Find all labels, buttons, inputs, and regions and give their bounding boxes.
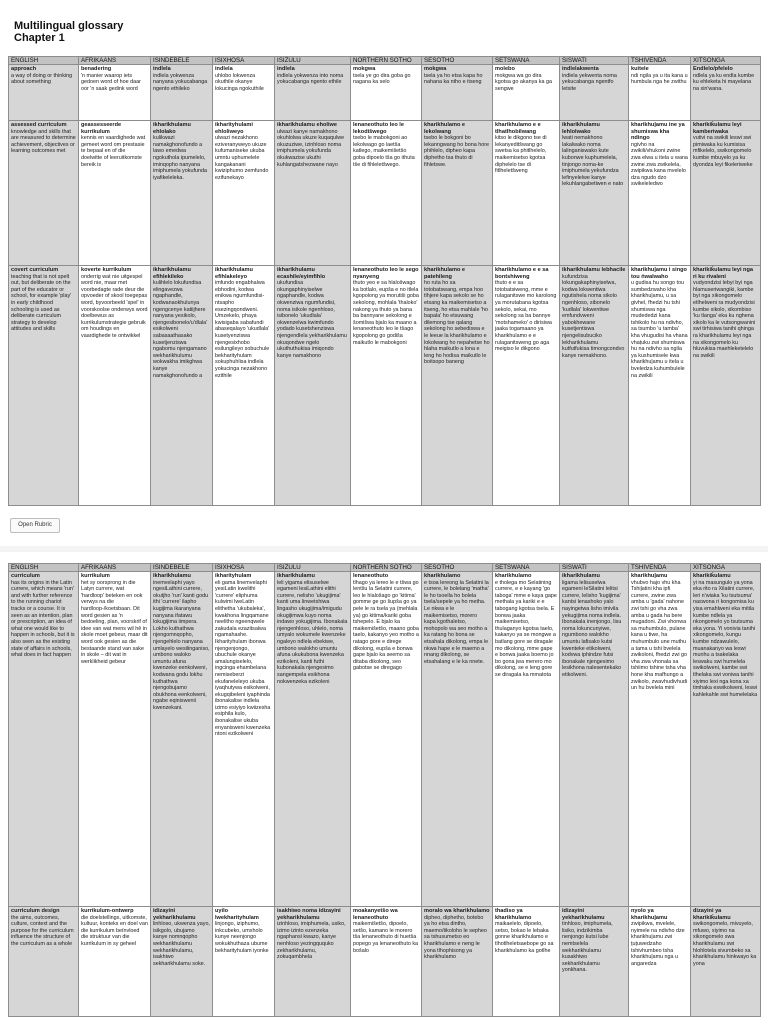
term-label: indlela — [277, 66, 295, 72]
term-definition: uhlobo lokwenza okuthile okanye lokucinga ngokuthile — [215, 72, 264, 92]
term-label: curriculum design — [11, 908, 60, 914]
term-definition: dipheo, diphetho, botebo ya ho etsa dintho, maemo/tikoloho le sepheo sa tshusumetso eo kharikhulamo e neng le yona tlhophisong ya kharikhulamo — [424, 914, 487, 961]
glossary-cell — [691, 65, 761, 121]
term-label: kharikhuḽamu ine ya shumiswa kha ndingo — [631, 122, 685, 142]
term-definition: tlhago ya lereo le e tšwa go lentšu la Selatini currere, leo le hlalošago go 'kitima' gomme ge go šupša go ya pele le ra tsela ya (mehlala ya) go kitima/kariki goba tshepelo. E bjalo ka maikemišetšo, maano goba taelo, kakanyo yeo motho a ratago gore e direge dikolong, eupša e bonwa gape bjalo ka seemo sa ditaba dikolong, seo gabotse se diregago — [353, 579, 419, 672]
term-label: koverte kurrikulum — [81, 267, 132, 273]
term-label: ikharikhulamu lehlolwako — [562, 122, 600, 135]
term-label: Endlelo/pfelelo — [693, 66, 733, 72]
term-label: kharikiḱulamu leyi kamberiwaka — [693, 122, 742, 135]
glossary-cell — [351, 121, 422, 266]
term-label: kharikhulamo e e sa bontshiweng — [495, 267, 549, 280]
column-header: SESOTHO — [422, 564, 493, 572]
term-label: kharikiḱulamu leyi nga ri ku rivaleni — [693, 267, 754, 280]
term-definition: mokgwa wa go dira kgotsa go akanya ka ga sengwe — [495, 72, 552, 92]
glossary-cell — [213, 65, 275, 121]
term-definition: tinhloso, imiphumela, lisiko, indzikimba nenjongo kutsi lube nemtselela wekharikhulamu kusakhiwo sekharikhulamu yonkhana. — [562, 921, 613, 974]
term-definition: has its origins in the Latin currere, which means 'run' and with further reference to the running chariot tracks or a course. It is seen as an intention, plan or prescription, an idea of what one would like to happen in schools, but it is also seen as the existing state of affairs in schools, what does in fact happen — [11, 579, 75, 659]
glossary-cell — [493, 65, 560, 121]
glossary-cell — [275, 907, 351, 1017]
term-label: lenaneothuto leo le sego nyanyeng — [353, 267, 419, 280]
column-header: ISINDEBELE — [151, 564, 213, 572]
term-definition: a way of doing or thinking about something — [11, 72, 73, 86]
term-label: ikharikhulamu ehlolako — [153, 122, 191, 135]
term-definition: vutivi na swikili leswi swi pimiwaka ku kumisisa mfikelelo, swikongomelo kumbe mbuyelo ya ku dyondza leyi fikeleriweke — [693, 135, 753, 168]
term-label: kharikiḱulamu — [693, 573, 731, 579]
glossary-cell — [560, 266, 629, 506]
column-header: SESOTHO — [422, 57, 493, 65]
term-label: lenaneothuto leo le lekodišwego — [353, 122, 404, 135]
glossary-cell — [151, 121, 213, 266]
term-definition: ukufundisa okungaphinyiselwe ngaphandle, kodwa okwenziwa ngumfundisi, noma isikole ngenhloso, isibonelo 'ukudlala' okwenzelwa kwimfundo yodado kusetshenziswa njengendlela yekharikhulamu okuqondwe ngelo ukuthuthukisa imiqondo kanye namakhono — [277, 280, 347, 359]
column-header: TSHIVENDA — [629, 564, 691, 572]
term-label: kharikhuḽamu i singo tou ṅwalwaho — [631, 267, 687, 280]
glossary-cell — [629, 907, 691, 1017]
term-label: assessed curriculum — [11, 122, 67, 128]
term-definition: indlela yekwenta noma yekucabanga ngentfo letsite — [562, 72, 617, 92]
column-header: ISIZULU — [275, 57, 351, 65]
glossary-row — [9, 121, 761, 266]
term-definition: kulihlelo lokufundisa elingavezwa ngaphandle, kodwanaokhulunya ngengcenye katiijhere nanyana yesikolo, njengesibonelo/u'dlala' esikolweni sabasaathasako kusetjenziswa ngabomu njengamano wekharikhulumu wokwakha imikghwa kanye namakghonofundo a — [153, 280, 208, 379]
glossary-cell — [151, 572, 213, 907]
term-definition: thuto e e sa totobatsiweng, mme e rulaganitswe mo karolong ya morutabana kgotsa sekolo, sekai, mo sekolong sa ba bannye 'motshameko' o dirisiwa jaaka togamaano ya kharikhulamo e e rulaganitsweng go aga meigiso le dikgono — [495, 280, 557, 353]
open-rubric-button[interactable]: Open Rubric — [10, 518, 60, 533]
term-label: ikharikhulamu — [153, 573, 191, 579]
term-label: kharikhulamo e patehileng — [424, 267, 466, 280]
term-definition: kufundzisa lokungakaphinyiselwa, kodwa lokwentiwa ngutishela noma sikolo ngenhloso, sibonelo 'kudlala' lokwentiwe emfundvweni yabokhewane kusetjentiswa njengelisubuciko lekharikhulamu kutfutfukisa timongcondvo kanye nemakhono. — [562, 273, 625, 359]
glossary-table-bottom — [8, 563, 761, 1017]
glossary-row — [9, 65, 761, 121]
glossary-cell — [213, 572, 275, 907]
column-header: SISWATI — [560, 57, 629, 65]
term-label: idizayini yekharikhulamu — [153, 908, 196, 921]
header-row — [9, 564, 761, 572]
term-definition: vhubvo hajo vhu kha Tshiḽatini kha ipfi currere, zwine zwa amba u 'gada' nahone zwi tshi go vha zwa amba u gada ha bere mugadoni. Zwi vhonwa sa muhumbulo, pulane kana u tiwe, ha muhumbulo une muthu a tama u tshi bvelela zwikoloni, fhedzi zwi go vha zwa vhonala sa tshiimo tshine tsha vha hone kha mafhungo a zwikolo, zwavhudivhudi un hu bvelela mini — [631, 579, 688, 692]
glossary-row — [9, 907, 761, 1017]
term-label: ikharikhulamu — [562, 573, 600, 579]
term-definition: lwati nemakhono lakalwako noma lalinganiswako kute kubonwe kuphumelela, tinjongo noma-ke imiphumela yekufundza lefinyelelwe kanye lekuhlangabetiwen e nato — [562, 135, 624, 188]
glossary-cell — [560, 65, 629, 121]
glossary-cell — [691, 121, 761, 266]
term-definition: kulikwazi namakghonofundo a lawo emedwa ngokuthola ipumelelo, iminqopho nanyana imiphumela yokufunda iyafikeleleka. — [153, 135, 207, 181]
term-label: kharikhulamo e lekolwang — [424, 122, 466, 135]
term-definition: ngivho na zwikili/vhukoni zwine zwa elwa u itela u wana zwine zwa zwikelela, zwipikwa kana mvelelo dza ngudo dzo swikeleledwo — [631, 141, 688, 188]
glossary-row — [9, 266, 761, 506]
term-label: benadering — [81, 66, 112, 72]
glossary-cell — [213, 121, 275, 266]
glossary-cell — [151, 65, 213, 121]
glossary-cell — [9, 121, 79, 266]
glossary-cell — [493, 907, 560, 1017]
glossary-cell — [213, 907, 275, 1017]
term-label: moralo wa kharikhulamo — [424, 908, 490, 914]
glossary-cell — [351, 572, 422, 907]
term-label: moakanyetšo wa lenaneothuto — [353, 908, 398, 921]
term-label: ikharikhulamu efihlekileko — [153, 267, 191, 280]
glossary-cell — [629, 65, 691, 121]
glossary-cell — [151, 266, 213, 506]
glossary-cell — [351, 907, 422, 1017]
glossary-cell — [560, 121, 629, 266]
term-definition: tsebo le mabokgoni ao lekolwago go laetša katlego, maikemišetšo goba dipoelo tša go ithuta tše di fihleletšwego. — [353, 135, 415, 168]
term-definition: maikemišetšo, dipoelo, setšo, kamano le morero tša lenaneothuto di huetša popego ya lenaneothuto ka bošalo — [353, 921, 419, 954]
column-header: XITSONGA — [691, 564, 761, 572]
column-header: ENGLISH — [9, 564, 79, 572]
glossary-cell — [560, 907, 629, 1017]
term-label: ikharityhulami ehloliweyo — [215, 122, 253, 135]
column-header: NORTHERN SOTHO — [351, 57, 422, 65]
glossary-cell — [629, 572, 691, 907]
term-definition: ho ruta ho sa totobatswang, empa hoo tlhjere kapa sekolo se ho etsang ka maikemisetso a itseng, ho etsa mahlale 'ho bapala' ho etsuwang dilemong tse qalang sekolong ho sebediswa e le leeue la kharikhulamo e lokolwang ho nepahetse ho hlaha maikutlo a lona e leng ho hodisa maikutlo le boitsopo baneng — [424, 280, 490, 366]
term-label: uyilo lwekharityhulam — [215, 908, 259, 921]
glossary-table-top — [8, 56, 761, 506]
glossary-cell — [9, 572, 79, 907]
page-separator — [0, 546, 768, 552]
glossary-cell — [79, 266, 151, 506]
glossary-cell — [422, 572, 493, 907]
term-label: indlela — [153, 66, 171, 72]
term-definition: het sy oorsprong in die Latyn currere, wat 'hardloop' beteken en ook verwys na die hardloop-/koetsbaan. Dit word gesien as 'n bedoeling, plan, voorskrif of idee van wat mens wil hê in skole moet gebeur, maar dit word ook gesien as die bestaande stand van sake in skole – dit wat in werklikheid gebeur — [81, 579, 148, 665]
term-label: molebo — [495, 66, 515, 72]
glossary-cell — [275, 65, 351, 121]
term-label: indlelakwenta — [562, 66, 599, 72]
glossary-cell — [275, 266, 351, 506]
column-header: ISIXHOSA — [213, 57, 275, 65]
term-label: geassesseerde kurrikulum — [81, 122, 122, 135]
term-definition: tsela ya ho etsa kapa ho nahana ka ntho e itseng — [424, 72, 483, 86]
term-definition: inemvelaphi yayo ngesiLathini currere, okutjho 'run' kanti godu ithi 'currere' ilapho kugijima ikaranyana nanyana ifatawu lokugijima iimpera. Lokho kuthathwa njengomnqopho, njengehlelo nanyana umlayelo wesilinganiso, umbono waloko umuntu afuna kwenzeke eenkolweni, kodwana godu lokhu kuthathwa njengobujamo obukhona eenkolweni, ngabe eqiniswenii kwenzekani. — [153, 579, 210, 711]
glossary-cell — [691, 907, 761, 1017]
glossary-cell — [560, 572, 629, 907]
glossary-cell — [691, 266, 761, 506]
term-label: covert curriculum — [11, 267, 59, 273]
title-line-2: Chapter 1 — [14, 32, 65, 44]
term-label: ikharikhulamu ecashile/eyimfihlo — [277, 267, 326, 280]
glossary-cell — [79, 65, 151, 121]
glossary-cell — [213, 266, 275, 506]
glossary-cell — [151, 907, 213, 1017]
glossary-cell — [351, 65, 422, 121]
term-definition: eli gama linemvelaphi yesiLatin kwelithi 'currere' eliphuma kulwimi lweLatin elithetha 'ukubaleka', kwakhona lingqamane neelitho ngeenqwele zakudala ezazitsalwa ngamahashe. Ikharityhulam ibonwa njengenjongo, ubuchule okanye amalungiselelo, ingcinga ehambelana nemiseberzi ekufaneleleyo ukuba iyaqhutywa esikolweni, ekugqibeleni iyaphinda ibonakalise indlela izimo esiyiyo kwiizesha esiphila kulo, ibonakalise ukuba enyanisweni kwenzeka ntoni ezikolweni — [215, 579, 271, 738]
term-definition: e tholega mo Selatining currere, e e kayang 'go taboga' mme e kaya gape methala ya kariki e e tabogang kgotsa tsela. E bonwa jaaka maikemisetso, thulaganyo kgotsa taelo, kakanyo ya se mongwe a batlang gore se diragale mo dikolong, mme gape e bonwa jaaka boemo jo bo gona jwa merero mo dikolong, se e leng gore se diragala ka mmatota — [495, 579, 557, 678]
column-header: TSHIVENDA — [629, 57, 691, 65]
term-definition: ndi ngila ya u ita kana u humbula nga he zwithu — [631, 72, 688, 86]
term-definition: tsela ye go dira goba go nagana ka selo — [353, 72, 411, 86]
term-definition: ligama lelisuselwa egameni leSilatini lelitsi currere, lelisho 'kugijima' kantsi lenashoko yalo nayingetwa lisho imivila yekugijima noma indlela. Ibonakala inenjongo, lisu noma lokuncunyiwe, ngumbono walokho umuntu lafisako kutsi kwenteke etikolweni, kodvwa iphindze futsi ibonakale njengesimo lesikhona nalesentekako etikolweni. — [562, 579, 622, 678]
glossary-cell — [422, 266, 493, 506]
term-definition: maikaelelo, dipoelo, setso, bokao le lebaka gonne kharikhulamo e tlhotlheletsaebope go sa kharikhulamo ka gotlhe — [495, 921, 554, 954]
column-header: SETSWANA — [493, 564, 560, 572]
term-definition: knowledge and skills that are measured to determine achievement, objectives or learning outcomes met — [11, 128, 76, 155]
column-header: AFRIKAANS — [79, 57, 151, 65]
term-label: approach — [11, 66, 37, 72]
term-label: kharikhulamo — [495, 573, 532, 579]
term-definition: kennis en vaardighede wat gemeet word om prestasie te bepaal en of die doelwitte of leeruitkomste bereik is — [81, 135, 146, 168]
column-header: AFRIKAANS — [79, 564, 151, 572]
term-label: ikharikhulamu — [277, 573, 315, 579]
glossary-cell — [629, 121, 691, 266]
term-definition: teaching that is not spelt out, but deliberate on the part of the educator or school, for example 'play' in early childhood schooling is used as deliberate curriculum strategy to develop attitudes and skills — [11, 273, 72, 333]
term-label: ikharikhulamu lebhacile — [562, 267, 626, 273]
term-label: ikharityhulam — [215, 573, 252, 579]
glossary-cell — [422, 121, 493, 266]
term-definition: linhloso, ukwenza yayo, isikgolo, ubujamo kanye nomnqopho wekharikhulamu wekharikhulamu, isakhiwo sekharikhulamu soke. — [153, 921, 210, 967]
column-header: SISWATI — [560, 564, 629, 572]
term-label: lenaneothuto — [353, 573, 389, 579]
glossary-cell — [493, 121, 560, 266]
term-definition: leli yigama elisuselwe egameni lesiLathini elithi currere, nelisho 'ukugijima' kanti uma linwetshiwa lingasho ukugijima/imigudu okugijimwa kuyo noma indawo yokugijima. Ibonakala njengenhloso, uhlelo, noma umyalo wokumele kwenzeke ngaleyo ndlela ebekiwe, umbono walokho umuntu afuna ukukubona kwenzeka ezikoleni, kanti futhi kubonakala njengesimo sangempela esikhona nokwenzeka ezikoleni — [277, 579, 348, 685]
term-definition: imfundo engabhalwa ebhodini, kodwa enikwa ngumfundisi-ntsapho esezingqondweni. Umzekelo, phaya kwisigaba sabafundi abaseqalayo 'ukudlala' kusetyenziswa njengesixhobo esilungileyo sobuchule bekharityhulam sokuphuhlisa indlela yokucinga nezakhono ezithile — [215, 280, 270, 379]
column-header: SETSWANA — [493, 57, 560, 65]
term-label: kuitele — [631, 66, 649, 72]
glossary-cell — [691, 572, 761, 907]
term-definition: the aims, outcomes, culture, context and the purpose for the curriculum influence the structure of the curriculum as a whole — [11, 914, 74, 947]
glossary-cell — [351, 266, 422, 506]
column-header: ENGLISH — [9, 57, 79, 65]
term-definition: 'n manier waarop iets gedoen word of hoe daar oor 'n saak gedink word — [81, 72, 141, 92]
column-header: ISINDEBELE — [151, 57, 213, 65]
term-definition: onderrig wat nie uitgespel word nie, maar met voorbedagte rade deur die opvoeder of skool toegepas word, byvoorbeeld 'spel' in voorskoolse onderwys word doelbewus as kurrikulumstrategie gebruik om houdings en vaardighede te ontwikkel — [81, 273, 148, 339]
term-definition: kitso le dikgono tse di lekanyeditšwang go swetsa ka phitlhelelo, maikemisetso kgotsa diphelelo tse di fitlheletšweng — [495, 135, 547, 175]
header-row — [9, 57, 761, 65]
glossary-cell — [9, 65, 79, 121]
column-header: NORTHERN SOTHO — [351, 564, 422, 572]
term-label: idizayini yekharikhulamu — [562, 908, 605, 921]
term-label: curriculum — [11, 573, 40, 579]
term-definition: swikongomelo, mivuyelo, mfuwo, xiyimo na xikongomelo swa kharikhulamu swi hlohlotela xivumbeko xa kharikhulamu hinkwayo ka yona — [693, 921, 757, 967]
glossary-cell — [79, 121, 151, 266]
term-definition: ndlela ya ku endla kumbe ku ehleketa hi mayelana na xin'wana. — [693, 72, 755, 92]
title-line-1: Multilingual glossary — [14, 20, 124, 32]
term-definition: ulwazi nezakhono eziveranyweyo ukuze kufumaniseke ukuba umntu uphumelele kangakanani kwiziphumo zemfundo ezifunekayo — [215, 135, 269, 181]
term-definition: u gudisa hu songo tou sumbedzwaho kha kharikhuḽamu, u sa givhel, fhedzi hu tshi shumiswa nga mudededzi kana tshikolo hu na ndivho, sa tsumbo 'u tamba' kha vhugudisi ha vhana vhaṭuku zwi shumiswa hu na ndivho sa ngila ya kushumisele kwa kharikhuḽamu u itela u bveledza kuhumbulele na zwikili — [631, 280, 688, 379]
term-definition: yi na masungulo ya yona eka rito ra Xilatini currere, leri n'wiaka 'ku tsutsuma' naswona ri kongomisa ku yisa emahlweni eka mitila kumbe ndlela ya nkongomelo yo tsutsuma eka yona. Yi vonivia tanihi xikongomelo, kungu kumbe ndzawulelo, muanakanyo wa leswi munhu a tsakelaka leswaku swi humelela swikolweni, kambe swi tlhelaka swi voniwa tanihi xiyimo lexi nga kona xa timhaka eswikolweni, leswi kahlekahle swi humelelaka — [693, 579, 758, 698]
term-definition: linjongo, iziphumo, inkcubeko, umxholo kunye neenjongo wokukhuthaza ubume bekharityhulam iyonke — [215, 921, 269, 954]
glossary-cell — [79, 572, 151, 907]
term-definition: indlela yokwenza into noma yokucabanga ngento ethile — [277, 72, 344, 86]
term-definition: vudyondzisi lebyi byi nga hlamuseriwangiki, kambe byi nga xikongomelo etlhelweni ra mudyondzisi kumbe xikolo, xikombiso 'ku tlanga' eka ku nghena xikolo ka le vutsongwanini swi tirhisiwa tanihi qhinga ra kharikhulamu leyi nga na xikongomelo ku hluvukisa maehleketelelo na swikili — [693, 280, 756, 359]
term-definition: die doelstellings, uitkomste, kultuur, konteks en doel van die kurrikulum beïnvloed die struktuur van die kurrikulum in sy geheel — [81, 914, 148, 947]
term-label: ikharikhulamu efihlakeleyo — [215, 267, 253, 280]
glossary-cell — [493, 572, 560, 907]
term-label: indlela — [215, 66, 233, 72]
column-header: ISIZULU — [275, 564, 351, 572]
term-label: isakhiwo noma idizayini yekharikhulamu — [277, 908, 341, 921]
term-definition: e tsoa lereong la Selatini la currere, le bolelang 'matha' le ho tsoella ho bolela tsela/sepele ya ho metha. Le nkwa e le maikemisetso, morero kapa kgothaletso, mohopolo wa seo motho a ka ratang ho bona se etsahala dikolong, empa le nkwa hape e le maemo a nnang dikolong, se etsahalang e le ka nnete. — [424, 579, 489, 665]
term-definition: izinhloso, imiphumela, usiko, izimo izinto ezenzeka ngaphansi kwazo, kanye nenhloso yezingququko zekharikhulamu, zokuqambhela — [277, 921, 346, 961]
glossary-cell — [422, 65, 493, 121]
term-definition: ulwazi kanye namakhono okuhlolwa ukuze kuqaqulwe okuzuziwe, izinhloso noma imiphumela yokufunda okukwazise ukuthi kuhlangatshezwane nayo — [277, 128, 345, 168]
term-definition: zwipikwa, mvelele, nyimele na ndivho dze kharikhuḽamu zwi ṱuṱuwedzaho tshivhumbeo tsha kharikhuḽamu nga u angaredza — [631, 921, 685, 967]
glossary-cell — [9, 266, 79, 506]
term-label: dizayini ya kharikiḱulamu — [693, 908, 731, 921]
term-definition: tsebo le bokgoni bo lekanngwang ho bona hore phihlelo, dipheo kapa diphetho tsa thuto di fihletswe. — [424, 135, 490, 168]
term-label: thadiso ya kharikhulamo — [495, 908, 532, 921]
column-header: ISIXHOSA — [213, 564, 275, 572]
term-label: mokgwa — [424, 66, 447, 72]
glossary-cell — [493, 266, 560, 506]
glossary-cell — [9, 907, 79, 1017]
glossary-row — [9, 572, 761, 907]
term-definition: thuto yeo e sa hlalošwago ka botlalo, eupša e no itlela kgopolong ya morutiši goba sekolong, mohlala 'thaloko' nakong ya thuto ya bana ba bannyane sekolong e šomišwa bjalo ka maano a lenaneothuto leo le tšago kgopolong go godiša maikutlo le mabokgoni — [353, 280, 419, 346]
term-label: kurrikulum-ontwerp — [81, 908, 134, 914]
term-label: mokgwa — [353, 66, 376, 72]
glossary-cell — [275, 121, 351, 266]
glossary-cell — [629, 266, 691, 506]
term-label: kharikhulamo e e tlhatlhobilwang — [495, 122, 541, 135]
term-label: ikharikhulamu eholiwe — [277, 122, 337, 128]
document-title — [14, 20, 123, 44]
glossary-cell — [275, 572, 351, 907]
term-label: kharikhulamo — [424, 573, 461, 579]
column-header: XITSONGA — [691, 57, 761, 65]
term-label: kharikhuḽamu — [631, 573, 668, 579]
glossary-cell — [79, 907, 151, 1017]
term-definition: indlela yokwenza nanyana yokucabanga ngento ethileko — [153, 72, 208, 92]
term-label: nyolo ya kharikhuḽamu — [631, 908, 668, 921]
glossary-cell — [422, 907, 493, 1017]
term-label: kurrikulum — [81, 573, 110, 579]
